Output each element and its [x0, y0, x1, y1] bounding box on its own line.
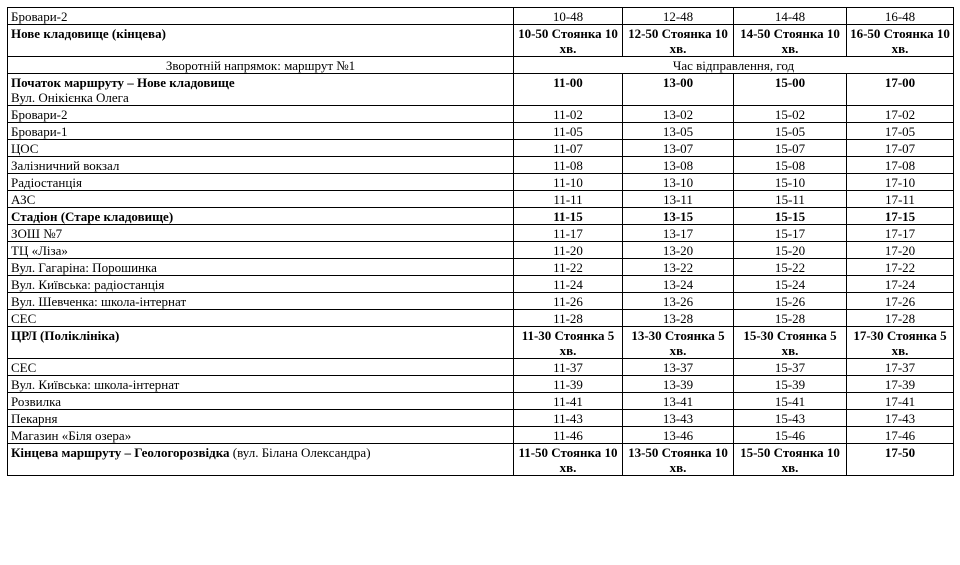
direction-label: Зворотній напрямок: маршрут №1: [8, 57, 514, 74]
table-row: [8, 310, 954, 327]
stop-name: Залізничний вокзал: [11, 158, 120, 173]
departure-time-cell: 11-46: [514, 427, 623, 444]
direction-header-row: [8, 57, 954, 74]
departure-time-cell: 13-26: [623, 293, 734, 310]
departure-time-cell: 13-30 Стоянка 5 хв.: [623, 327, 734, 359]
departure-time-cell: 11-28: [514, 310, 623, 327]
departure-time-cell: 17-26: [847, 293, 954, 310]
departure-time-cell: 13-11: [623, 191, 734, 208]
departure-time-cell: 11-26: [514, 293, 623, 310]
departure-time-cell: 13-10: [623, 174, 734, 191]
departure-time-cell: 15-11: [734, 191, 847, 208]
departure-time-cell: 15-26: [734, 293, 847, 310]
table-row: [8, 359, 954, 376]
departure-time-cell: 13-15: [623, 208, 734, 225]
departure-time-cell: 11-50 Стоянка 10 хв.: [514, 444, 623, 476]
departure-time-cell: 15-30 Стоянка 5 хв.: [734, 327, 847, 359]
departure-time-cell: 17-10: [847, 174, 954, 191]
departure-time-cell: 13-46: [623, 427, 734, 444]
departure-time-cell: 13-07: [623, 140, 734, 157]
stop-name-suffix: (вул. Білана Олександра): [229, 445, 371, 460]
departure-time-cell: 15-28: [734, 310, 847, 327]
departure-time-cell: 17-50: [847, 444, 954, 476]
schedule-body: [8, 8, 954, 476]
departure-time-cell: 17-00: [847, 74, 954, 106]
table-row: [8, 327, 954, 359]
departure-time-cell: 11-11: [514, 191, 623, 208]
departure-time-cell: 13-22: [623, 259, 734, 276]
departure-time-cell: 15-05: [734, 123, 847, 140]
departure-time-cell: 11-08: [514, 157, 623, 174]
departure-time-cell: 13-20: [623, 242, 734, 259]
table-row: [8, 174, 954, 191]
departure-time-cell: 17-07: [847, 140, 954, 157]
departure-time-cell: 11-43: [514, 410, 623, 427]
departure-time-cell: 13-39: [623, 376, 734, 393]
stop-name-cell: [8, 376, 514, 393]
table-row: [8, 157, 954, 174]
departure-time-cell: 17-20: [847, 242, 954, 259]
stop-name: Розвилка: [11, 394, 62, 409]
stop-name-cell: [8, 123, 514, 140]
table-row: [8, 276, 954, 293]
stop-name: Магазин «Біля озера»: [11, 428, 132, 443]
stop-name-cell: [8, 106, 514, 123]
departure-time-cell: 13-28: [623, 310, 734, 327]
stop-name: АЗС: [11, 192, 36, 207]
stop-name-cell: [8, 393, 514, 410]
departure-time-cell: 12-50 Стоянка 10 хв.: [623, 25, 734, 57]
table-row: [8, 25, 954, 57]
table-row: [8, 208, 954, 225]
table-row: [8, 410, 954, 427]
stop-name-cell: [8, 444, 514, 476]
departure-time-cell: 17-43: [847, 410, 954, 427]
departure-time-cell: 15-10: [734, 174, 847, 191]
departure-time-cell: 11-30 Стоянка 5 хв.: [514, 327, 623, 359]
departure-time-cell: 15-08: [734, 157, 847, 174]
stop-name: ТЦ «Ліза»: [11, 243, 68, 258]
departure-time-cell: 13-00: [623, 74, 734, 106]
departure-time-cell: 13-17: [623, 225, 734, 242]
departure-time-cell: 15-20: [734, 242, 847, 259]
departure-time-cell: 17-08: [847, 157, 954, 174]
departure-time-cell: 16-48: [847, 8, 954, 25]
departure-time-cell: 13-43: [623, 410, 734, 427]
stop-name-cell: [8, 74, 514, 106]
stop-name-cell: [8, 140, 514, 157]
departure-time-cell: 15-43: [734, 410, 847, 427]
stop-name: Нове кладовище (кінцева): [11, 26, 166, 41]
departure-time-cell: 11-22: [514, 259, 623, 276]
departure-time-cell: 10-48: [514, 8, 623, 25]
departure-time-cell: 11-05: [514, 123, 623, 140]
stop-name-cell: [8, 293, 514, 310]
departure-time-cell: 11-17: [514, 225, 623, 242]
departure-time-cell: 14-48: [734, 8, 847, 25]
stop-name: Радіостанція: [11, 175, 82, 190]
departure-time-cell: 17-39: [847, 376, 954, 393]
departure-time-cell: 17-17: [847, 225, 954, 242]
departure-time-cell: 10-50 Стоянка 10 хв.: [514, 25, 623, 57]
departure-time-cell: 17-15: [847, 208, 954, 225]
stop-name: Вул. Київська: школа-інтернат: [11, 377, 180, 392]
departure-time-cell: 12-48: [623, 8, 734, 25]
stop-name: Стадіон (Старе кладовище): [11, 209, 174, 224]
departure-time-cell: 15-02: [734, 106, 847, 123]
stop-name-cell: [8, 25, 514, 57]
table-row: [8, 140, 954, 157]
table-row: [8, 293, 954, 310]
departure-time-cell: 13-41: [623, 393, 734, 410]
departure-time-cell: 11-37: [514, 359, 623, 376]
departure-time-cell: 14-50 Стоянка 10 хв.: [734, 25, 847, 57]
stop-name-cell: [8, 191, 514, 208]
departure-time-cell: 13-08: [623, 157, 734, 174]
departure-time-cell: 15-24: [734, 276, 847, 293]
table-row: [8, 393, 954, 410]
departure-time-cell: 15-39: [734, 376, 847, 393]
stop-name: Бровари-1: [11, 124, 68, 139]
departure-time-cell: 17-05: [847, 123, 954, 140]
stop-name: Кінцева маршруту – Геологорозвідка: [11, 445, 230, 460]
departure-time-cell: 11-41: [514, 393, 623, 410]
departure-time-cell: 13-37: [623, 359, 734, 376]
stop-name-cell: [8, 174, 514, 191]
stop-name: ЦОС: [11, 141, 39, 156]
table-row: [8, 427, 954, 444]
departure-time-cell: 17-02: [847, 106, 954, 123]
departure-time-cell: 15-17: [734, 225, 847, 242]
departure-time-cell: 13-05: [623, 123, 734, 140]
departure-time-cell: 15-50 Стоянка 10 хв.: [734, 444, 847, 476]
stop-name-cell: [8, 427, 514, 444]
table-row: [8, 74, 954, 106]
schedule-table: [7, 7, 954, 476]
departure-time-cell: 11-02: [514, 106, 623, 123]
table-row: [8, 8, 954, 25]
table-row: [8, 106, 954, 123]
departure-time-cell: 11-10: [514, 174, 623, 191]
departure-time-cell: 15-41: [734, 393, 847, 410]
departure-time-cell: 13-24: [623, 276, 734, 293]
stop-name: Пекарня: [11, 411, 58, 426]
departure-time-cell: 11-07: [514, 140, 623, 157]
stop-name: Бровари-2: [11, 107, 68, 122]
departure-time-cell: 15-22: [734, 259, 847, 276]
table-row: [8, 191, 954, 208]
departure-time-header: Час відправлення, год: [514, 57, 954, 74]
stop-name-cell: [8, 225, 514, 242]
table-row: [8, 259, 954, 276]
departure-time-cell: 11-15: [514, 208, 623, 225]
departure-time-cell: 13-02: [623, 106, 734, 123]
table-row: [8, 376, 954, 393]
stop-name: Вул. Шевченка: школа-інтернат: [11, 294, 187, 309]
departure-time-cell: 11-00: [514, 74, 623, 106]
stop-name: Вул. Київська: радіостанція: [11, 277, 165, 292]
stop-name-cell: [8, 157, 514, 174]
stop-name-cell: [8, 208, 514, 225]
departure-time-cell: 15-00: [734, 74, 847, 106]
stop-name: Вул. Гагаріна: Порошинка: [11, 260, 157, 275]
stop-name: Бровари-2: [11, 9, 68, 24]
stop-name-cell: [8, 327, 514, 359]
stop-name: ЦРЛ (Поліклініка): [11, 328, 120, 343]
departure-time-cell: 11-24: [514, 276, 623, 293]
departure-time-cell: 17-24: [847, 276, 954, 293]
stop-name-cell: [8, 259, 514, 276]
departure-time-cell: 17-37: [847, 359, 954, 376]
stop-name-cell: [8, 410, 514, 427]
departure-time-cell: 17-11: [847, 191, 954, 208]
departure-time-cell: 11-20: [514, 242, 623, 259]
stop-name: Початок маршруту – Нове кладовище: [11, 75, 235, 90]
departure-time-cell: 17-30 Стоянка 5 хв.: [847, 327, 954, 359]
table-row: [8, 242, 954, 259]
table-row: [8, 123, 954, 140]
stop-name: СЕС: [11, 360, 37, 375]
departure-time-cell: 17-41: [847, 393, 954, 410]
stop-name: СЕС: [11, 311, 37, 326]
departure-time-cell: 17-28: [847, 310, 954, 327]
departure-time-cell: 17-22: [847, 259, 954, 276]
stop-name-cell: [8, 359, 514, 376]
stop-name-subtitle: Вул. Онікієнка Олега: [11, 90, 129, 105]
stop-name-cell: [8, 242, 514, 259]
table-row: [8, 225, 954, 242]
departure-time-cell: 15-15: [734, 208, 847, 225]
table-row: [8, 444, 954, 476]
stop-name-cell: [8, 276, 514, 293]
departure-time-cell: 17-46: [847, 427, 954, 444]
stop-name-cell: [8, 8, 514, 25]
departure-time-cell: 15-37: [734, 359, 847, 376]
departure-time-cell: 15-07: [734, 140, 847, 157]
departure-time-cell: 11-39: [514, 376, 623, 393]
departure-time-cell: 13-50 Стоянка 10 хв.: [623, 444, 734, 476]
stop-name-cell: [8, 310, 514, 327]
departure-time-cell: 15-46: [734, 427, 847, 444]
stop-name: ЗОШ №7: [11, 226, 63, 241]
departure-time-cell: 16-50 Стоянка 10 хв.: [847, 25, 954, 57]
